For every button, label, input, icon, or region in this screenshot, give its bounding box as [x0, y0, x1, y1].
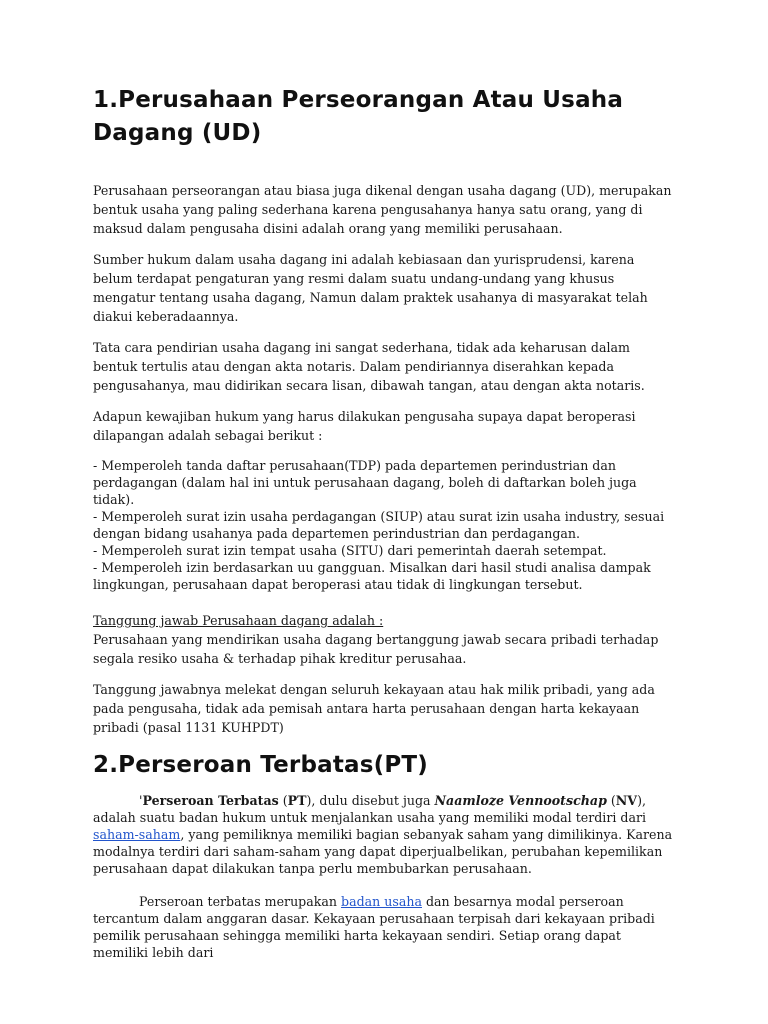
term-nv: NV: [615, 793, 638, 808]
responsibility-title: Tanggung jawab Perusahaan dagang adalah :: [93, 613, 384, 628]
paragraph-legal-source: Sumber hukum dalam usaha dagang ini adalah kebiasaan dan yurisprudensi, karena belum terdapat pengaturan yang resmi dalam suatu undang-undang yang khusus mengatur tentang usaha dagang, Namun dalam praktek usahanya di masyarakat telah diakui keberadaannya.: [93, 252, 648, 324]
term-perseroan-terbatas: Perseroan Terbatas: [142, 793, 279, 808]
term-naamloze-vennootschap: Naamloze Vennootschap: [434, 793, 607, 808]
paragraph-liability: Tanggung jawabnya melekat dengan seluruh kekayaan atau hak milik pribadi, yang ada pada pengusaha, tidak ada pemisah antara harta perusahaan dengan harta kekayaan pribadi (pasal 1131 KUHPDT): [93, 682, 655, 735]
text-run: dan besarnya modal perseroan tercantum dalam anggaran dasar. Kekayaan perusahaan terpisah dari kekayaan pribadi pemilik perusahaan sehingga memiliki harta kekayaan sendiri. Setiap orang dapat memiliki lebih dari: [93, 894, 655, 960]
section-heading-ud: 1.Perusahaan Perseorangan Atau Usaha Dagang (UD): [93, 87, 624, 146]
responsibility-text: Perusahaan yang mendirikan usaha dagang bertanggung jawab secara pribadi terhadap segala resiko usaha & terhadap pihak kreditur perusahaa.: [93, 632, 659, 666]
responsibility-block: [93, 611, 675, 668]
list-item: - Memperoleh surat izin tempat usaha (SITU) dari pemerintah daerah setempat.: [93, 543, 607, 558]
paragraph-obligations-intro: Adapun kewajiban hukum yang harus dilakukan pengusaha supaya dapat beroperasi dilapangan adalah sebagai berikut :: [93, 409, 636, 443]
link-badan-usaha[interactable]: badan usaha: [341, 894, 422, 909]
list-item: - Memperoleh izin berdasarkan uu gangguan. Misalkan dari hasil studi analisa dampak lingkungan, perusahaan dapat beroperasi atau tidak di lingkungan tersebut.: [93, 560, 651, 592]
text-run: Perseroan terbatas merupakan: [139, 894, 342, 909]
link-saham-saham[interactable]: saham-saham: [93, 827, 181, 842]
text-run: ), dulu disebut juga: [306, 793, 435, 808]
section-heading-pt: 2.Perseroan Terbatas(PT): [93, 752, 429, 778]
obligations-list: [93, 457, 675, 593]
document-body: [93, 84, 675, 973]
term-pt: PT: [287, 793, 307, 808]
text-run: ': [139, 793, 143, 808]
paragraph-pt-capital: [93, 893, 675, 961]
list-item: - Memperoleh tanda daftar perusahaan(TDP) pada departemen perindustrian dan perdagangan (dalam hal ini untuk perusahaan dagang, boleh di daftarkan boleh juga tidak).: [93, 458, 637, 507]
text-run: (: [606, 793, 616, 808]
list-item: - Memperoleh surat izin usaha perdagangan (SIUP) atau surat izin usaha industry, sesuai dengan bidang usahanya pada departemen perindustrian dan perdagangan.: [93, 509, 665, 541]
text-run: ), adalah suatu badan hukum untuk menjalankan usaha yang memiliki modal terdiri dari: [93, 793, 647, 825]
paragraph-pt-definition: [93, 792, 675, 877]
paragraph-definition: Perusahaan perseorangan atau biasa juga dikenal dengan usaha dagang (UD), merupakan bentuk usaha yang paling sederhana karena pengusahanya hanya satu orang, yang di maksud dalam pengusaha disini adalah orang yang memiliki perusahaan.: [93, 183, 672, 236]
text-run: , yang pemiliknya memiliki bagian sebanyak saham yang dimilikinya. Karena modalnya terdiri dari saham-saham yang dapat diperjualbelikan, perubahan kepemilikan perusahaan dapat dilakukan tanpa perlu membubarkan perusahaan.: [93, 827, 673, 876]
paragraph-establishment: Tata cara pendirian usaha dagang ini sangat sederhana, tidak ada keharusan dalam bentuk tertulis atau dengan akta notaris. Dalam pendiriannya diserahkan kepada pengusahanya, mau didirikan secara lisan, dibawah tangan, atau dengan akta notaris.: [93, 340, 645, 393]
text-run: (: [278, 793, 288, 808]
